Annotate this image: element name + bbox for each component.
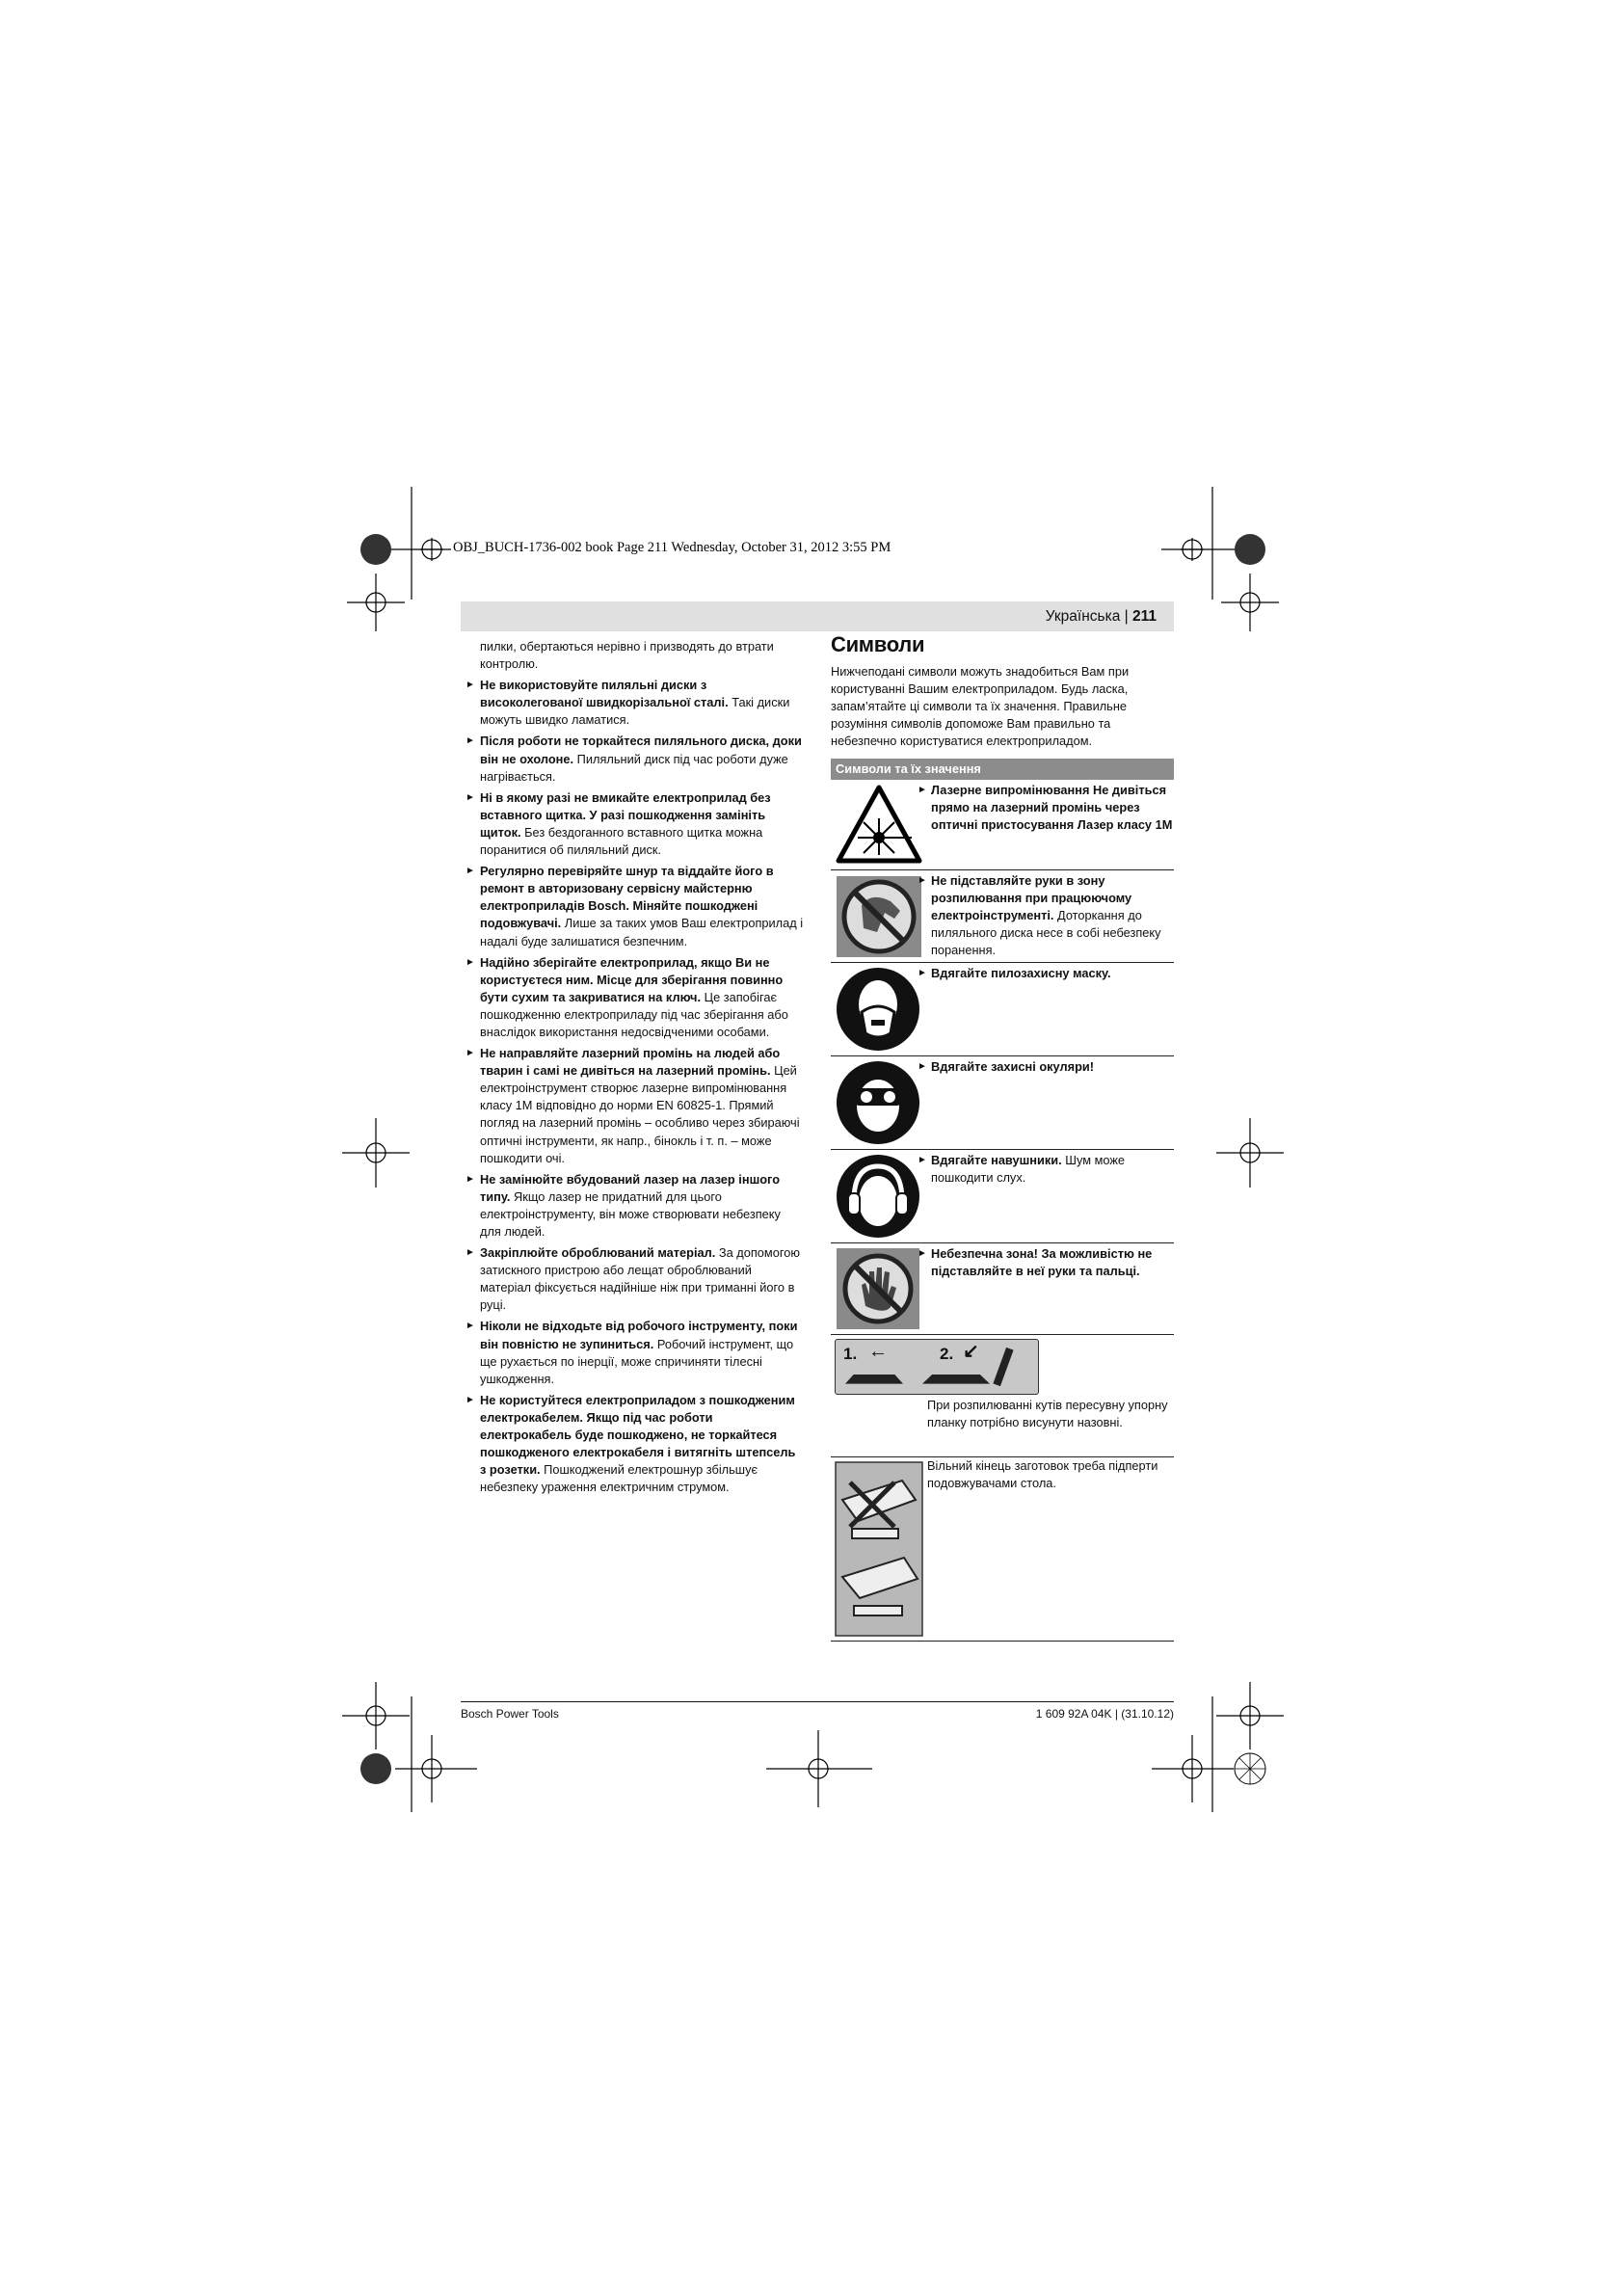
step-2-label: 2.	[940, 1344, 954, 1363]
list-item: ► Ніколи не відходьте від робочого інструменту, поки він повністю не зупиниться. Робочий інструмент, що ще рухається по інерції, може спричиняти тілесні ушкодження.	[466, 1319, 798, 1386]
symbol-row: ► Вдягайте захисні окуляри!	[831, 1056, 1174, 1150]
tool-shape	[993, 1347, 1013, 1385]
arrow-bullet-icon: ►	[918, 967, 927, 978]
symbol-text: Лазерне випромінювання Не дивіться прямо на лазерний промінь через оптичні пристосування Лазер класу 1M	[931, 782, 1173, 832]
symbol-text: Вільний кінець заготовок треба підперти подовжувачами стола.	[927, 1457, 1158, 1490]
header-separator: |	[1124, 608, 1129, 625]
fence-shape	[922, 1375, 990, 1384]
no-hands-icon	[835, 1246, 921, 1331]
arrow-bullet-icon: ►	[918, 1060, 927, 1072]
footer-divider	[461, 1701, 1174, 1702]
arrow-bullet-icon: ►	[918, 874, 927, 886]
arrow-diagonal-icon: ↙	[963, 1340, 979, 1362]
list-item: ► Закріплюйте оброблюваний матеріал. За допомогою затискного пристрою або лещат оброблюваний матеріал фіксується надійніше ніж при триманні його в руці.	[466, 1245, 800, 1313]
symbol-row	[831, 1335, 1174, 1457]
arrow-bullet-icon: ►	[466, 866, 475, 877]
arrow-bullet-icon: ►	[466, 680, 475, 691]
symbol-row	[831, 1457, 1174, 1642]
laser-warning-icon	[835, 784, 923, 865]
list-item: ► Не замінюйте вбудований лазер на лазер іншого типу. Якщо лазер не придатний для цього електроінструменту, він може створювати небезпеку для людей.	[466, 1171, 781, 1239]
arrow-bullet-icon: ►	[466, 956, 475, 968]
list-item: ► Ні в якому разі не вмикайте електроприлад без вставного щитка. У разі пошкодження замініть щиток. Без бездоганного вставного щитка можна поранитися об пиляльний диск.	[466, 789, 771, 858]
dust-mask-icon	[835, 966, 921, 1053]
symbol-row: ► Вдягайте пилозахисну маску.	[831, 963, 1174, 1056]
list-item: ► Після роботи не торкайтеся пиляльного диска, доки він не охолоне. Пиляльний диск під час роботи дуже нагрівається.	[466, 734, 802, 784]
arrow-bullet-icon: ►	[918, 1154, 927, 1165]
footer-doc-id: 1 609 92A 04K | (31.10.12)	[1035, 1707, 1174, 1721]
left-column	[461, 638, 805, 1496]
arrow-left-icon: ←	[868, 1340, 888, 1362]
list-item: ► Надійно зберігайте електроприлад, якщо Ви не користуєтеся ним. Місце для зберігання повинно бути сухим та закриватися на ключ. Це запобігає пошкодженню електроприладу під час зберігання або внаслідок використання недосвідченими особами.	[466, 954, 788, 1039]
arrow-bullet-icon: ►	[466, 1173, 475, 1185]
arrow-bullet-icon: ►	[466, 1048, 475, 1059]
fence-adjust-icon	[835, 1339, 1039, 1395]
arrow-bullet-icon: ►	[466, 735, 475, 747]
header-language: Українська	[1045, 608, 1121, 625]
page-number: 211	[1131, 608, 1157, 625]
arrow-bullet-icon: ►	[918, 1247, 927, 1259]
cont-paragraph: пилки, обертаються нерівно і призводять до втрати контролю.	[480, 639, 774, 672]
symbol-text: При розпилюванні кутів пересувну упорну планку потрібно висунути назовні.	[927, 1397, 1168, 1429]
arrow-bullet-icon: ►	[466, 1394, 475, 1405]
symbol-row: ► Не підставляйте руки в зону розпилювання при працюючому електроінструменті. Доторкання до пиляльного диска несе в собі небезпеку поранення.	[831, 870, 1174, 963]
step-1-label: 1.	[843, 1344, 858, 1363]
arrow-bullet-icon: ►	[918, 784, 927, 795]
ear-protection-icon	[835, 1153, 921, 1240]
safety-goggles-icon	[835, 1059, 921, 1146]
right-column	[831, 632, 1174, 1642]
footer-brand: Bosch Power Tools	[461, 1707, 559, 1721]
list-item: ► Не направляйте лазерний промінь на людей або тварин і самі не дивіться на лазерний промінь. Цей електроінструмент створює лазерне випромінювання класу 1M відповідно до норми EN 60825-1. Прямий погляд на лазерний промінь – особливо через збираючі оптичні інструменти, як напр., бінокль і т. п. – може пошкодити очі.	[466, 1046, 800, 1165]
list-item: ► Не використовуйте пиляльні диски з високолегованої швидкорізальної сталі. Такі диски можуть швидко ламатися.	[466, 678, 790, 728]
no-hands-blade-icon	[835, 874, 923, 959]
arrow-bullet-icon: ►	[466, 791, 475, 803]
section-title: Символи	[831, 632, 925, 656]
page-header	[461, 601, 1174, 631]
print-info: OBJ_BUCH-1736-002 book Page 211 Wednesday, October 31, 2012 3:55 PM	[453, 540, 891, 555]
fence-shape	[845, 1375, 903, 1384]
list-item: ► Не користуйтеся електроприладом з пошкодженим електрокабелем. Якщо під час роботи електрокабель буде пошкоджено, не торкайтеся пошкодженого електрокабеля і витягніть штепсель з розетки. Пошкоджений електрошнур збільшує небезпеку ураження електричним струмом.	[466, 1392, 796, 1495]
symbol-row: ► Вдягайте навушники. Шум може пошкодити слух.	[831, 1150, 1174, 1243]
intro-paragraph: Нижчеподані символи можуть знадобиться Вам при користуванні Вашим електроприладом. Будь ласка, запам’ятайте ці символи та їх значення. Правильне розуміння символів допоможе Вам правильно та небезпечно користуватися електроприладом.	[831, 664, 1130, 749]
workpiece-support-icon	[835, 1461, 923, 1637]
symbols-table-header: Символи та їх значення	[831, 759, 1174, 780]
symbol-row	[831, 780, 1174, 870]
list-item: ► Регулярно перевіряйте шнур та віддайте його в ремонт в авторизовану сервісну майстерню електроприладів Bosch. Міняйте пошкоджені подовжувачі. Лише за таких умов Ваш електроприлад і надалі буде залишатися безпечним.	[466, 864, 804, 948]
arrow-bullet-icon: ►	[466, 1321, 475, 1332]
arrow-bullet-icon: ►	[466, 1247, 475, 1259]
symbol-row: ► Небезпечна зона! За можливістю не підставляйте в неї руки та пальці.	[831, 1243, 1174, 1335]
